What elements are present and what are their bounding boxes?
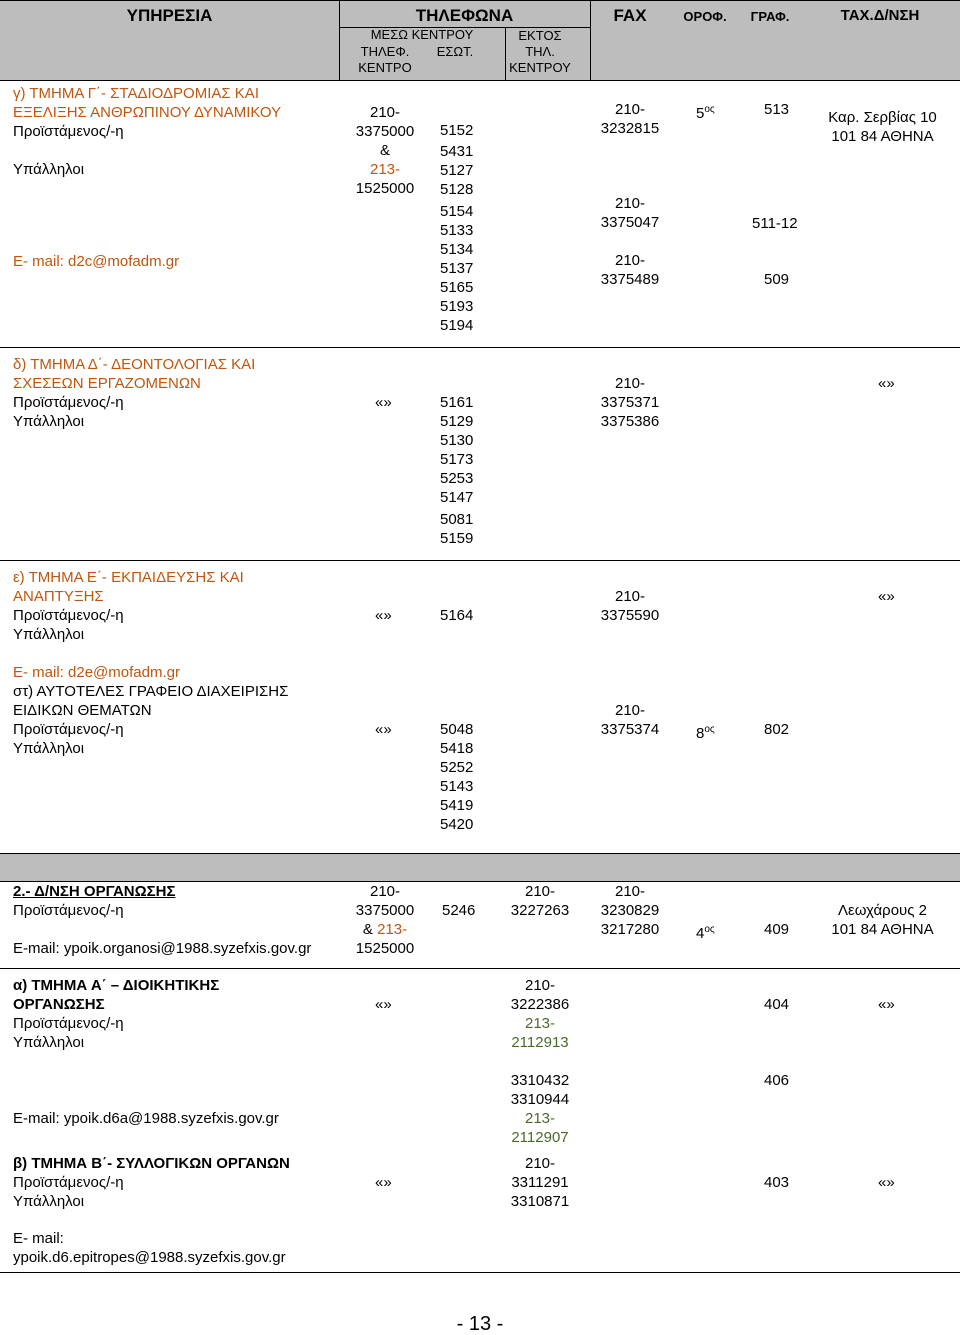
address-line: 101 84 ΑΘΗΝΑ	[831, 921, 934, 938]
header-top-line	[0, 0, 960, 1]
fax-line: 210-	[614, 195, 646, 212]
floor-suffix: ος	[704, 724, 715, 735]
st-center-ditto: «»	[375, 721, 392, 738]
center-line: 3375000	[355, 123, 415, 140]
beta-staff-label: Υπάλληλοι	[13, 1193, 85, 1210]
epsilon-center-ditto: «»	[375, 607, 392, 624]
internal-ext: 5431	[440, 143, 474, 160]
epsilon-staff-label: Υπάλληλοι	[13, 626, 85, 643]
st-head-label: Προϊστάμενος/-η	[13, 721, 124, 738]
floor-number: 4	[696, 925, 705, 942]
internal-ext: 5143	[440, 778, 474, 795]
fax-line: 3375047	[600, 214, 660, 231]
internal-ext: 5418	[440, 740, 474, 757]
fax-line: 3217280	[600, 921, 660, 938]
floor-suffix: ος	[704, 924, 715, 935]
section-divider	[0, 853, 960, 854]
outside-line: 213-	[524, 1110, 556, 1127]
separator-band	[0, 853, 960, 881]
beta-email-label: E- mail:	[13, 1230, 64, 1247]
org-email: E-mail: ypoik.organosi@1988.syzefxis.gov.gr	[13, 940, 312, 957]
gamma-title-line2: ΕΞΕΛΙΞΗΣ ΑΝΘΡΩΠΙΝΟΥ ΔΥΝΑΜΙΚΟΥ	[13, 104, 282, 121]
fax-line: 210-	[614, 883, 646, 900]
org-center-phone	[339, 882, 431, 958]
gamma-head-label: Προϊστάμενος/-η	[13, 123, 124, 140]
header-service: ΥΠΗΡΕΣΙΑ	[126, 6, 213, 25]
beta-outside-phone	[500, 1154, 580, 1211]
gamma-floor	[696, 100, 715, 123]
section-divider	[0, 347, 960, 348]
header-office: ΓΡΑΦ.	[750, 9, 790, 24]
section-divider	[0, 968, 960, 969]
address-line: 101 84 ΑΘΗΝΑ	[831, 128, 934, 145]
internal-ext: 5137	[440, 260, 474, 277]
header-internal: ΕΣΩΤ.	[436, 44, 474, 59]
org-floor	[696, 920, 715, 943]
org-fax	[590, 882, 670, 939]
fax-line: 210-	[614, 101, 646, 118]
header-floor: ΟΡΟΦ.	[683, 9, 727, 24]
st-title-line1: στ) ΑΥΤΟΤΕΛΕΣ ΓΡΑΦΕΙΟ ΔΙΑΧΕΙΡΙΣΗΣ	[13, 683, 289, 700]
internal-ext: 5165	[440, 279, 474, 296]
delta-address-ditto: «»	[878, 375, 895, 392]
gamma-center-phone	[339, 103, 431, 198]
center-line	[339, 920, 431, 939]
beta-email-address: ypoik.d6.epitropes@1988.syzefxis.gov.gr	[13, 1249, 286, 1266]
address-line: Καρ. Σερβίας 10	[828, 109, 937, 126]
fax-line: 3230829	[600, 902, 660, 919]
center-line: 210-	[369, 883, 401, 900]
internal-ext: 5173	[440, 451, 474, 468]
fax-line: 210-	[614, 702, 646, 719]
page-number: - 13 -	[456, 1313, 504, 1335]
org-head-label: Προϊστάμενος/-η	[13, 902, 124, 919]
center-line: 213-	[369, 161, 401, 178]
section-divider	[0, 560, 960, 561]
gamma-fax-3	[590, 251, 670, 289]
outside-line: 3310432	[510, 1072, 570, 1089]
gamma-staff-label: Υπάλληλοι	[13, 161, 85, 178]
fax-line: 210-	[614, 252, 646, 269]
header-outside-center: ΕΚΤΟΣ ΤΗΛ. ΚΕΝΤΡΟΥ	[509, 28, 571, 75]
epsilon-internal: 5164	[440, 607, 474, 624]
outside-line: 3222386	[510, 996, 570, 1013]
outside-line: 213-	[524, 1015, 556, 1032]
header-fax: FAX	[613, 6, 647, 25]
fax-line: 3375374	[600, 721, 660, 738]
outside-line: 210-	[524, 1155, 556, 1172]
epsilon-title-line2: ΑΝΑΠΤΥΞΗΣ	[13, 588, 104, 605]
fax-line: 3375489	[600, 271, 660, 288]
alpha-email: E-mail: ypoik.d6a@1988.syzefxis.gov.gr	[13, 1110, 279, 1127]
outside-line: 210-	[524, 977, 556, 994]
alpha-office-2: 406	[764, 1072, 790, 1089]
internal-ext: 5159	[440, 530, 474, 547]
gamma-office-1: 513	[764, 101, 790, 118]
org-office: 409	[764, 921, 790, 938]
floor-suffix: ος	[704, 104, 715, 115]
org-internal: 5246	[442, 902, 476, 919]
floor-number: 5	[696, 105, 705, 122]
org-title: 2.- Δ/ΝΣΗ ΟΡΓΑΝΩΣΗΣ	[13, 883, 176, 900]
header-phone-center: ΤΗΛΕΦ. ΚΕΝΤΡΟ	[358, 44, 412, 75]
st-floor	[696, 720, 715, 743]
delta-title-line2: ΣΧΕΣΕΩΝ ΕΡΓΑΖΟΜΕΝΩΝ	[13, 375, 201, 392]
epsilon-title-line1: ε) ΤΜΗΜΑ Ε΄- ΕΚΠΑΙΔΕΥΣΗΣ ΚΑΙ	[13, 569, 244, 586]
address-line: Λεωχάρους 2	[838, 902, 927, 919]
alpha-title-line2: ΟΡΓΑΝΩΣΗΣ	[13, 996, 105, 1013]
center-line: 1525000	[355, 940, 415, 957]
header-via-center: ΜΕΣΩ ΚΕΝΤΡΟΥ	[370, 27, 474, 42]
internal-ext: 5081	[440, 511, 474, 528]
st-fax	[590, 701, 670, 739]
delta-title-line1: δ) ΤΜΗΜΑ Δ΄- ΔΕΟΝΤΟΛΟΓΙΑΣ ΚΑΙ	[13, 356, 256, 373]
header-phones: ΤΗΛΕΦΩΝΑ	[415, 6, 514, 25]
alpha-outside-phone-1	[500, 976, 580, 1052]
gamma-office-2: 511-12	[752, 215, 798, 232]
alpha-head-label: Προϊστάμενος/-η	[13, 1015, 124, 1032]
beta-address-ditto: «»	[878, 1174, 895, 1191]
gamma-fax-2	[590, 194, 670, 232]
internal-ext: 5193	[440, 298, 474, 315]
outside-line: 2112913	[511, 1034, 569, 1051]
internal-ext: 5127	[440, 162, 474, 179]
center-line-part: 213-	[377, 921, 408, 938]
center-line: 3375000	[355, 902, 415, 919]
internal-ext: 5133	[440, 222, 474, 239]
delta-fax	[590, 374, 670, 431]
beta-center-ditto: «»	[375, 1174, 392, 1191]
internal-ext: 5048	[440, 721, 474, 738]
epsilon-fax	[590, 587, 670, 625]
internal-ext: 5130	[440, 432, 474, 449]
st-office: 802	[764, 721, 790, 738]
delta-internal-list	[440, 393, 473, 548]
alpha-center-ditto: «»	[375, 996, 392, 1013]
internal-ext: 5252	[440, 759, 474, 776]
st-internal-list	[440, 720, 473, 834]
center-line: 210-	[369, 104, 401, 121]
alpha-office-1: 404	[764, 996, 790, 1013]
outside-line: 2112907	[511, 1129, 569, 1146]
fax-line: 210-	[614, 375, 646, 392]
gamma-internal-list	[440, 121, 473, 335]
outside-line: 3310871	[510, 1193, 570, 1210]
gamma-fax-1	[590, 100, 670, 138]
internal-ext: 5154	[440, 203, 474, 220]
center-line-part: &	[362, 921, 378, 938]
outside-line: 3311291	[511, 1174, 569, 1191]
alpha-staff-label: Υπάλληλοι	[13, 1034, 85, 1051]
internal-ext: 5253	[440, 470, 474, 487]
internal-ext: 5152	[440, 122, 474, 139]
st-title-line2: ΕΙΔΙΚΩΝ ΘΕΜΑΤΩΝ	[13, 702, 152, 719]
alpha-title-line1: α) ΤΜΗΜΑ Α΄ – ΔΙΟΙΚΗΤΙΚΗΣ	[13, 977, 220, 994]
internal-ext: 5194	[440, 317, 474, 334]
floor-number: 8	[696, 725, 705, 742]
beta-title: β) ΤΜΗΜΑ Β΄- ΣΥΛΛΟΓΙΚΩΝ ΟΡΓΑΝΩΝ	[13, 1155, 290, 1172]
epsilon-address-ditto: «»	[878, 588, 895, 605]
internal-ext: 5134	[440, 241, 474, 258]
fax-line: 3375371	[600, 394, 660, 411]
epsilon-head-label: Προϊστάμενος/-η	[13, 607, 124, 624]
internal-ext: 5129	[440, 413, 474, 430]
header-bottom-line	[0, 80, 960, 81]
delta-head-label: Προϊστάμενος/-η	[13, 394, 124, 411]
outside-line: 210-	[524, 883, 556, 900]
st-staff-label: Υπάλληλοι	[13, 740, 85, 757]
internal-ext: 5128	[440, 181, 474, 198]
fax-line: 210-	[614, 588, 646, 605]
gamma-office-3: 509	[764, 271, 790, 288]
header-postal: ΤΑΧ.Δ/ΝΣΗ	[840, 7, 920, 24]
fax-line: 3375386	[600, 413, 660, 430]
internal-ext: 5161	[440, 394, 474, 411]
internal-ext: 5147	[440, 489, 474, 506]
fax-line: 3375590	[600, 607, 660, 624]
alpha-address-ditto: «»	[878, 996, 895, 1013]
fax-line: 3232815	[600, 120, 660, 137]
delta-staff-label: Υπάλληλοι	[13, 413, 85, 430]
internal-ext: 5419	[440, 797, 474, 814]
gamma-title-line1: γ) ΤΜΗΜΑ Γ΄- ΣΤΑΔΙΟΔΡΟΜΙΑΣ ΚΑΙ	[13, 85, 259, 102]
outside-line: 3227263	[510, 902, 570, 919]
beta-head-label: Προϊστάμενος/-η	[13, 1174, 124, 1191]
table-bottom-line	[0, 1272, 960, 1273]
gamma-address	[805, 108, 960, 146]
org-outside-phone	[500, 882, 580, 920]
internal-ext: 5420	[440, 816, 474, 833]
delta-center-ditto: «»	[375, 394, 392, 411]
beta-office: 403	[764, 1174, 790, 1191]
gamma-email: E- mail: d2c@mofadm.gr	[13, 253, 180, 270]
center-line: 1525000	[355, 180, 415, 197]
org-address	[805, 901, 960, 939]
outside-line: 3310944	[510, 1091, 570, 1108]
center-line: &	[379, 142, 390, 159]
alpha-outside-phone-2	[500, 1071, 580, 1147]
epsilon-email: E- mail: d2e@mofadm.gr	[13, 664, 180, 681]
